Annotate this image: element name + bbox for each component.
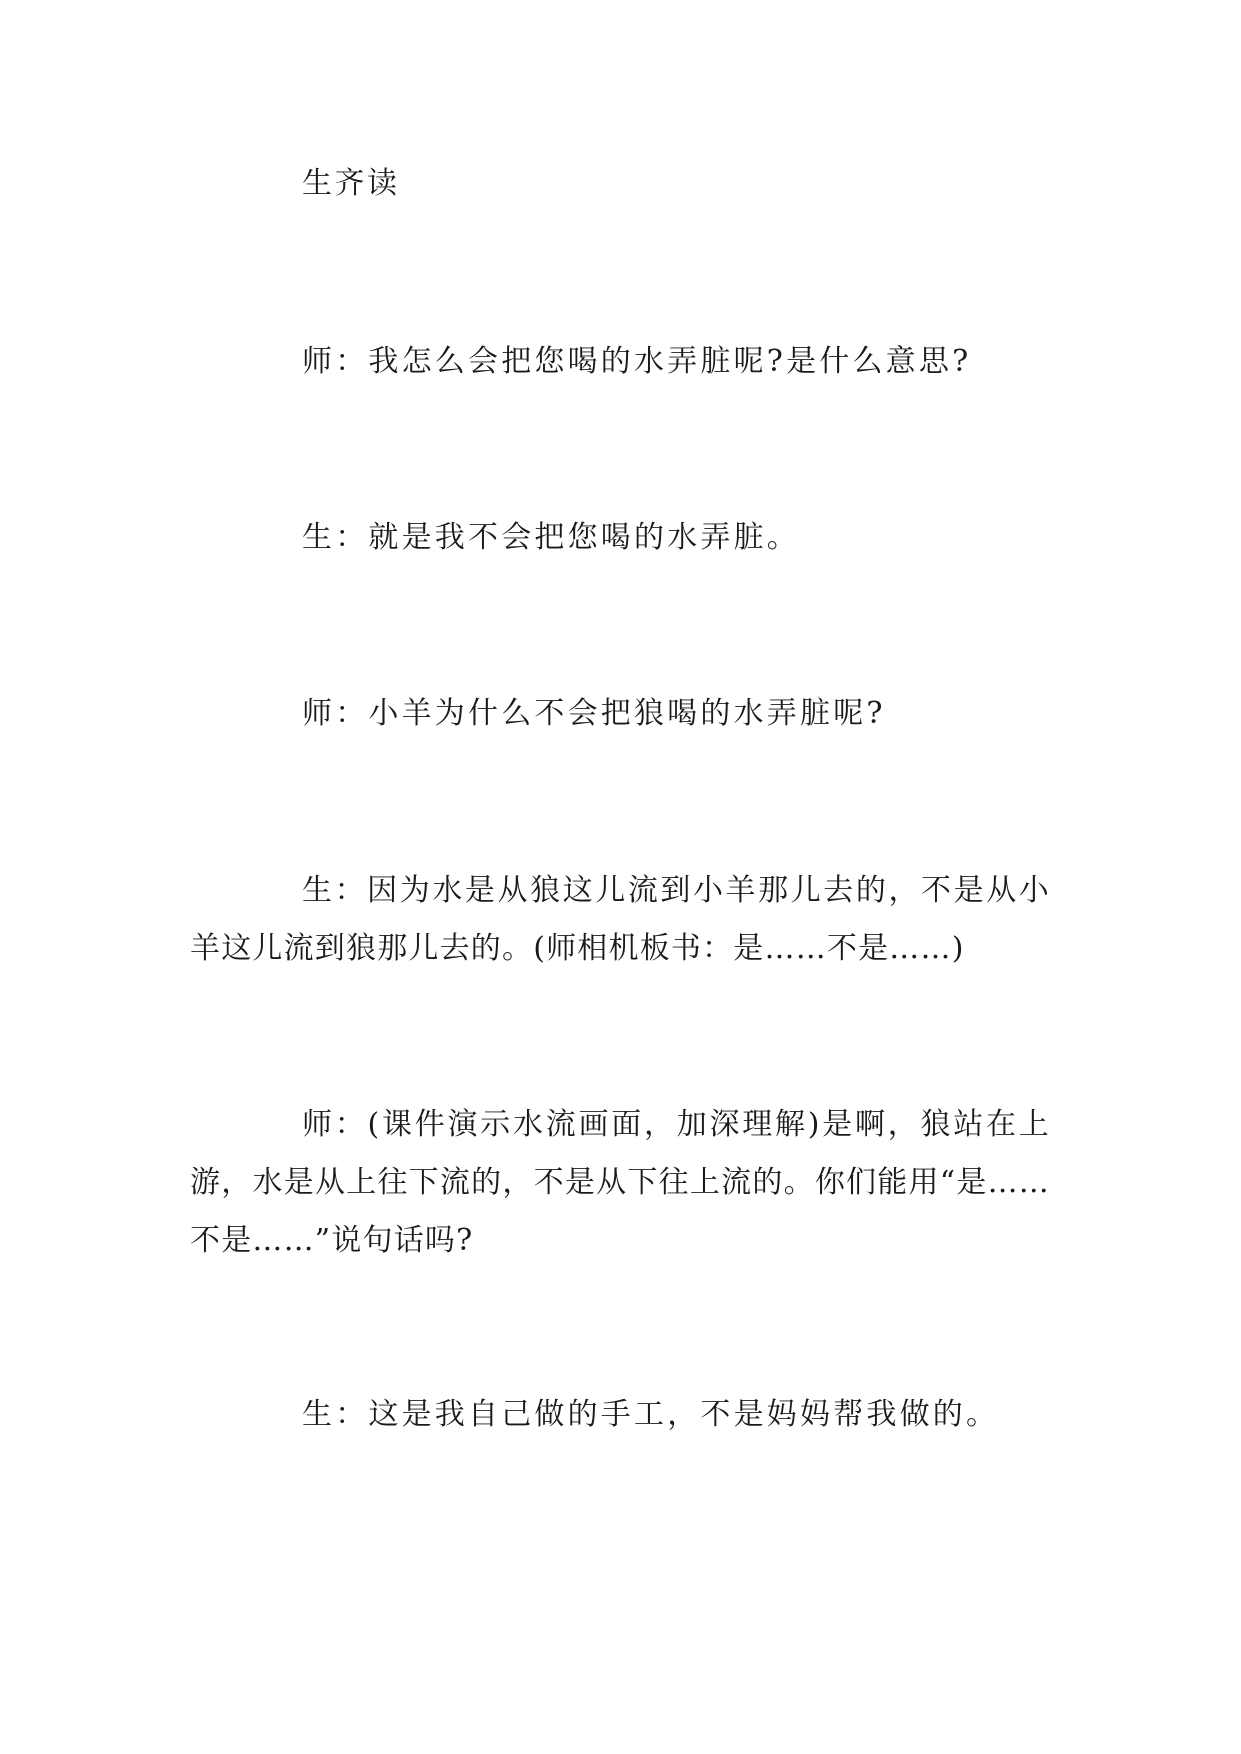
paragraph-student-example-sentence: 生：这是我自己做的手工，不是妈妈帮我做的。 [302,1397,1000,1432]
paragraph-students-read-together: 生齐读 [302,166,400,201]
paragraph-student-answer-meaning: 生：就是我不会把您喝的水弄脏。 [302,520,800,555]
paragraph-student-answer-why: 生：因为水是从狼这儿流到小羊那儿去的，不是从小羊这儿流到狼那儿去的。(师相机板书：是……不是……) [190,873,1050,966]
paragraph-teacher-question-why: 师：小羊为什么不会把狼喝的水弄脏呢? [302,696,886,731]
paragraph-teacher-question-meaning: 师：我怎么会把您喝的水弄脏呢?是什么意思? [302,344,972,379]
paragraph-teacher-explanation: 师：(课件演示水流画面，加深理解)是啊，狼站在上游，水是从上往下流的，不是从下往上流的。你们能用“是……不是……”说句话吗? [190,1107,1050,1258]
